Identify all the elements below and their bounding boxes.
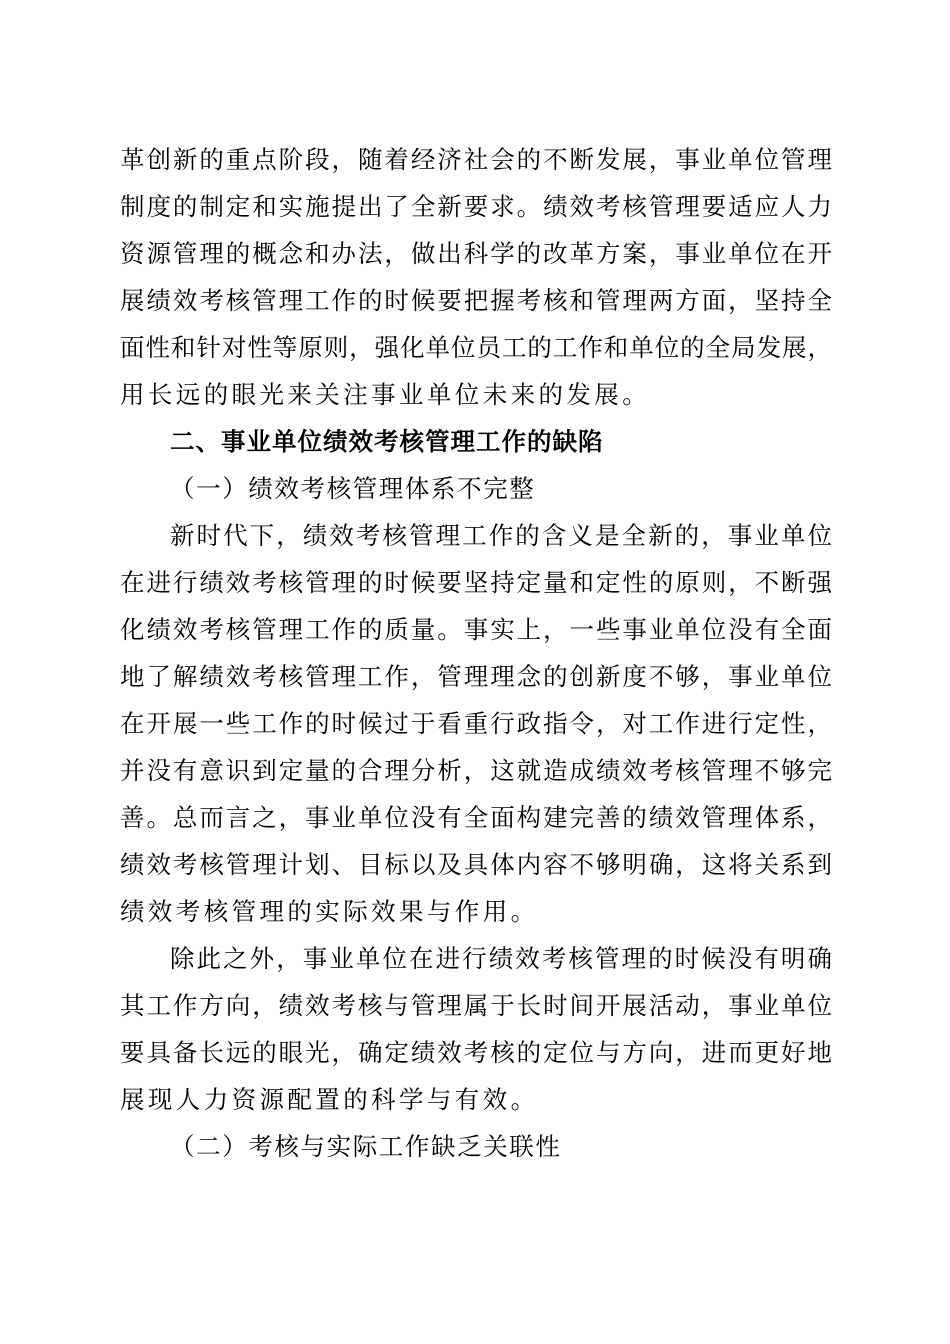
paragraph-3 bbox=[120, 935, 832, 1123]
text-line: 其工作方向，绩效考核与管理属于长时间开展活动，事业单位 bbox=[120, 991, 832, 1020]
subsection-heading: （一）绩效考核管理体系不完整 bbox=[170, 474, 536, 503]
text-line: 在进行绩效考核管理的时候要坚持定量和定性的原则，不断强 bbox=[120, 568, 832, 597]
text-line: 善。总而言之，事业单位没有全面构建完善的绩效管理体系， bbox=[120, 803, 832, 832]
text-line: 制度的制定和实施提出了全新要求。绩效考核管理要适应人力 bbox=[120, 192, 832, 221]
text-line: 资源管理的概念和办法，做出科学的改革方案，事业单位在开 bbox=[120, 239, 832, 268]
text-line: 面性和针对性等原则，强化单位员工的工作和单位的全局发展， bbox=[120, 333, 832, 362]
text-line: 绩效考核管理计划、目标以及具体内容不够明确，这将关系到 bbox=[120, 850, 832, 879]
text-line: 革创新的重点阶段，随着经济社会的不断发展，事业单位管理 bbox=[120, 145, 832, 174]
paragraph-2 bbox=[120, 512, 832, 935]
text-line: 绩效考核管理的实际效果与作用。 bbox=[120, 897, 539, 926]
text-line: 在开展一些工作的时候过于看重行政指令，对工作进行定性， bbox=[120, 709, 832, 738]
text-line: 用长远的眼光来关注事业单位未来的发展。 bbox=[120, 380, 651, 409]
text-line: 新时代下，绩效考核管理工作的含义是全新的，事业单位 bbox=[170, 521, 832, 550]
section-heading: 二、事业单位绩效考核管理工作的缺陷 bbox=[170, 427, 604, 456]
text-line: 展现人力资源配置的科学与有效。 bbox=[120, 1085, 539, 1114]
text-line: 展绩效考核管理工作的时候要把握考核和管理两方面，坚持全 bbox=[120, 286, 832, 315]
document-page bbox=[120, 136, 832, 1170]
text-line: 除此之外，事业单位在进行绩效考核管理的时候没有明确 bbox=[170, 944, 832, 973]
text-line: 并没有意识到定量的合理分析，这就造成绩效考核管理不够完 bbox=[120, 756, 832, 785]
text-line: 要具备长远的眼光，确定绩效考核的定位与方向，进而更好地 bbox=[120, 1038, 832, 1067]
paragraph-1 bbox=[120, 136, 832, 418]
text-line: 化绩效考核管理工作的质量。事实上，一些事业单位没有全面 bbox=[120, 615, 832, 644]
subsection-heading: （二）考核与实际工作缺乏关联性 bbox=[170, 1132, 562, 1161]
text-line: 地了解绩效考核管理工作，管理理念的创新度不够，事业单位 bbox=[120, 662, 832, 691]
